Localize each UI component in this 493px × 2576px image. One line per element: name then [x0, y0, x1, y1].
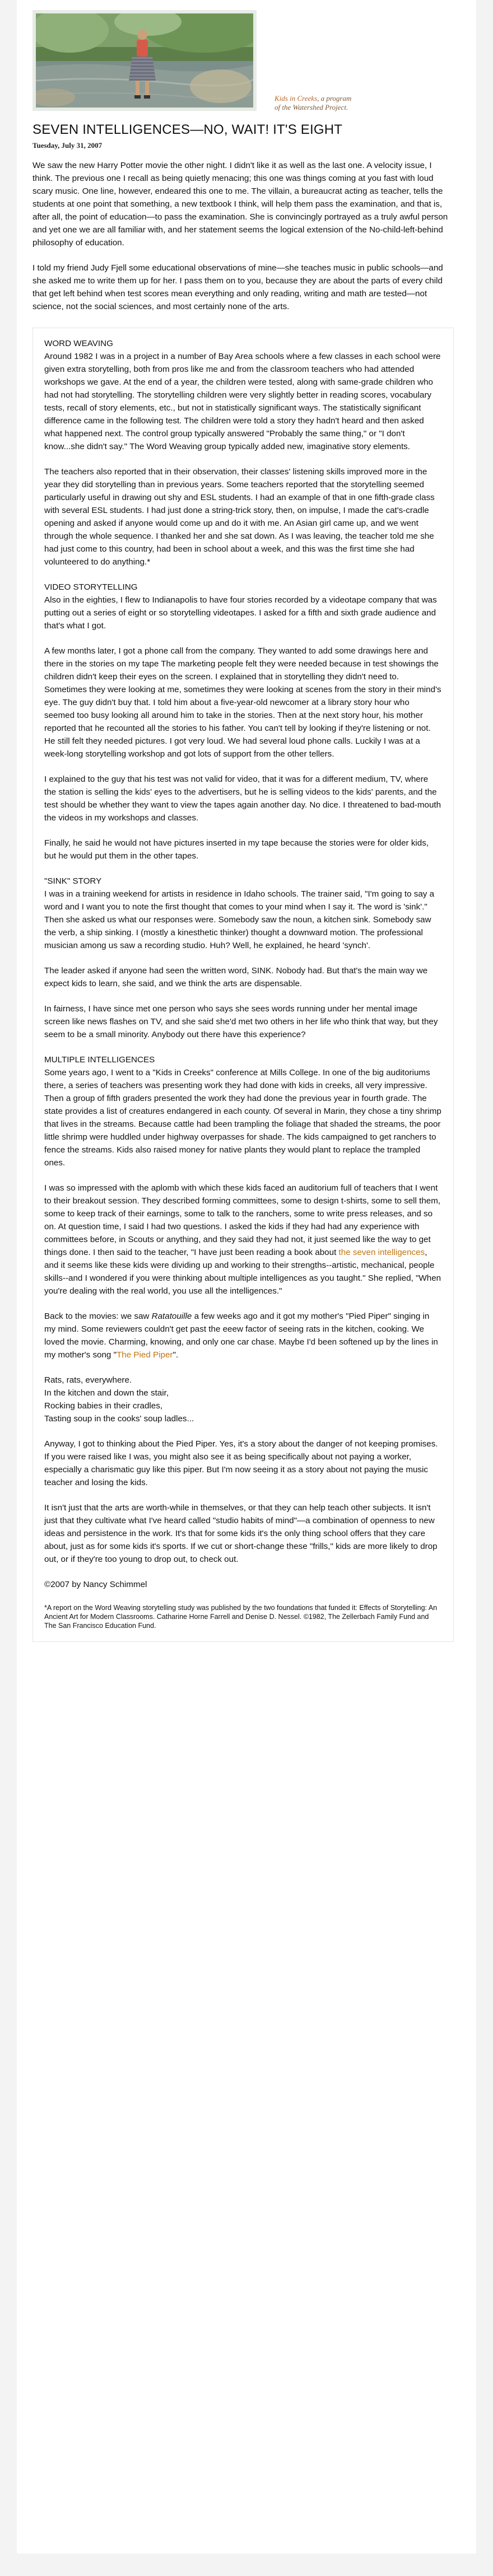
lyric-line: In the kitchen and down the stair, — [44, 1388, 169, 1398]
paragraph-text: a few weeks ago and it got my mother's "Pied Piper" singing in my mind. Some reviewers couldn't get past the eeew factor of seeing rats in the kitchen, cooking. We loved the movie. Charming, knowing, and only one car chase. Maybe I'd been softened up by the lines in my mother's song " — [44, 1312, 438, 1360]
blog-post-page — [17, 0, 476, 2554]
body-paragraph: It isn't just that the arts are worth-while in themselves, or that they can help teach other subjects. It isn't just that they cultivate what I've heard called "studio habits of mind"—a combination of openness to new ideas and persistence in the work. It's that for some kids it's the only thing school offers that they care about, just as for some kids it's sports. If we cut or short-change these "frills," kids are more likely to drop out, or if they're too young to drop out, to check out. — [44, 1503, 438, 1564]
body-paragraph: Also in the eighties, I flew to Indianapolis to have four stories recorded by a videotape company that was putting out a series of eight or so storytelling videotapes. I asked for a fifth and sixth grade audience and that's what I got. — [44, 595, 437, 631]
body-paragraph: The leader asked if anyone had seen the written word, SINK. Nobody had. But that's the main way we expect kids to learn, she said, and we think the arts are dispensable. — [44, 966, 428, 988]
post-title: SEVEN INTELLIGENCES—NO, WAIT! IT'S EIGHT — [32, 122, 343, 137]
pied-piper-link[interactable]: The Pied Piper — [117, 1350, 173, 1360]
body-paragraph: In fairness, I have since met one person who says she sees words running under her mental image screen like news flashes on TV, and she said she'd met two others in her life who think that way, but they seem to be a small minority. Anybody out there have this experience? — [44, 1004, 438, 1039]
paragraph-text: I was so impressed with the aplomb with which these kids faced an auditorium full of teachers that I went to their breakout session. They described forming committees, some to design t-shirts, some to sell them, some to keep track of their earnings, some to talk to the ranchers, some to write press releases, and so on. At question time, I said I had two questions. I asked the kids if they had had any experience with committees before, in Scouts or anything, and they said they had not, it just seemed like the way to get things done. I then said to the teacher, "I have just been reading a book about — [44, 1183, 441, 1257]
caption-rest-1: , a program — [317, 94, 352, 102]
post-intro — [32, 159, 454, 313]
header-row — [17, 0, 476, 112]
intro-paragraph: I told my friend Judy Fjell some educational observations of mine—she teaches music in public schools—and she asked me to write them up for her. I pass them on to you, because they are about the parts of every child that get left behind when test scores mean everything and only reading, writing and math are tested—not science, not the social sciences, and most certainly none of the arts. — [32, 263, 443, 311]
body-paragraph — [44, 1182, 442, 1298]
photo-caption — [275, 94, 351, 112]
creek-photo-illustration — [36, 13, 253, 108]
paragraph-text: , and it seems like these kids were dividing up and working to their strengths--artistic, mechanical, people skills--and I wondered if you were thinking about multiple intelligences as you taught." She replied, "When you're dealing with the real world, you use all the intelligences." — [44, 1248, 441, 1296]
lyric-line: Rocking babies in their cradles, — [44, 1401, 163, 1411]
post-date: Tuesday, July 31, 2007 — [32, 141, 103, 150]
post-body-box — [32, 328, 454, 1642]
body-paragraph: Anyway, I got to thinking about the Pied Piper. Yes, it's a story about the danger of not keeping promises. If you were raised like I was, you might also see it as being specifically about not paying a worker, especially a charismatic guy like this piper. But I'm now seeing it as a story about not paying the music teacher and losing the kids. — [44, 1439, 438, 1487]
body-paragraph: The teachers also reported that in their observation, their classes' listening skills improved more in the year they did storytelling than in previous years. Some teachers reported that the storytelling seemed particularly useful in drawing out shy and ESL students. I had an example of that in one fifth-grade class with several ESL students. I had just done a string-trick story, then, on impulse, I made the cat's-cradle opening and asked if anyone would come up and do it with me. An Asian girl came up, and we went through the whole sequence. I thanked her and she sat down. As I was leaving, the teacher told me she had just come to this country, had been in school about a week, and this was the first time she had volunteered to do anything.* — [44, 467, 435, 567]
caption-brand: Kids in Creeks — [275, 94, 318, 102]
section-heading-word-weaving: WORD WEAVING — [44, 339, 113, 348]
lyric-line: Tasting soup in the cooks' soup ladles... — [44, 1414, 194, 1424]
body-paragraph: I explained to the guy that his test was not valid for video, that it was for a different medium, TV, where the station is selling the kids' eyes to the advertisers, but he is selling videos to the kids' parents, and the test should be whether they want to view the tapes again another day. No dice. I threatened to bad-mouth the videos in my workshops and classes. — [44, 774, 441, 823]
seven-intelligences-link[interactable]: the seven intelligences — [338, 1248, 425, 1257]
body-paragraph: Finally, he said he would not have pictures inserted in my tape because the stories were for older kids, but he would put them in the other tapes. — [44, 838, 429, 861]
paragraph-text: ". — [173, 1350, 179, 1360]
movie-title: Ratatouille — [151, 1312, 192, 1321]
body-paragraph — [44, 1310, 442, 1361]
caption-rest-2: of the Watershed Project. — [275, 103, 348, 111]
footnote: *A report on the Word Weaving storytelling study was published by the two foundations that funded it: Effects of Storytelling: An Ancient Art for Modern Classrooms. Catharine Horne Farrell and Denise D. Nessel. ©1982, The Zellerbach Family Fund and The San Francisco Education Fund. — [44, 1604, 438, 1630]
section-heading-sink-story: "SINK" STORY — [44, 876, 102, 886]
body-paragraph: A few months later, I got a phone call from the company. They wanted to add some drawings here and there in the stories on my tape The marketing people felt they were needed because in test showings the children didn't keep their eyes on the screen. I explained that in storytelling they didn't need to. Sometimes they were looking at me, sometimes they were looking at scenes from the story in their mind's eye. The guy didn't buy that. I told him about a five-year-old newcomer at a library story hour who seemed too busy looking all around him to take in the stories. Then at the next story hour, his mother reported that he recounted all the stories to his father. You can't tell by looking if they're listening or not. He still felt they needed pictures. I got very loud. We had several loud phone calls. Luckily I was at a week-long storytelling workshop and got lots of support from the other tellers. — [44, 646, 441, 759]
paragraph-text: Back to the movies: we saw — [44, 1312, 152, 1321]
song-lyrics — [44, 1374, 442, 1425]
intro-paragraph: We saw the new Harry Potter movie the other night. I didn't like it as well as the last one. A velocity issue, I think. The previous one I recall as being quietly menacing; this one was things coming at you fast with loud scary music. One line, however, endeared this one to me. The villain, a bureaucrat acting as teacher, tells the students at one point that something, a new textbook I think, will help them pass the examination, and that is, after all, the point of education—to pass the examination. She is convincingly portrayed as a truly awful person and yet one we are all familiar with, and her statement seems the logical extension of the No-child-left-behind philosophy of education. — [32, 161, 448, 248]
section-heading-multiple-intelligences: MULTIPLE INTELLIGENCES — [44, 1055, 155, 1065]
section-heading-video-storytelling: VIDEO STORYTELLING — [44, 582, 138, 592]
copyright-line: ©2007 by Nancy Schimmel — [44, 1580, 147, 1589]
body-paragraph: Around 1982 I was in a project in a number of Bay Area schools where a few classes in each school were given extra storytelling, both from pros like me and from the classroom teachers who had attended workshops we gave. At the end of a year, the children were tested, along with same-grade children who had not had storytelling. The storytelling children were very slightly better in reading scores, vocabulary tests, recall of story elements, etc., but not in statistically significant ways. The statistically significant difference came in the following test. The children were told a story they hadn't heard and then asked what happened next. The control group typically answered "Probably the same thing," or "I don't know...she didn't say." The Word Weaving group typically added new, imaginative story elements. — [44, 352, 441, 451]
hero-photo — [32, 10, 257, 111]
lyric-line: Rats, rats, everywhere. — [44, 1375, 132, 1385]
body-paragraph: Some years ago, I went to a "Kids in Creeks" conference at Mills College. In one of the big auditoriums there, a series of teachers was presenting work they had done with kids in creeks, all very impressive. Then a group of fifth graders presented the work they had done the previous year in fourth grade. The state provides a list of creatures endangered in each county. Of several in Marin, they chose a tiny shrimp that lives in the streams. Because cattle had been trampling the foliage that shaded the streams, the poor little shrimp were huddled under highway overpasses for shade. The kids campaigned to get ranchers to fence the streams. Kids also raised money for native plants they would plant to replace the trampled ones. — [44, 1068, 441, 1168]
body-paragraph: I was in a training weekend for artists in residence in Idaho schools. The trainer said, "I'm going to say a word and I want you to note the first thought that comes to your mind when I say it. The word is 'sink'." Then she asked us what our responses were. Somebody saw the noun, a kitchen sink. Somebody saw the verb, a ship sinking. I (mostly a kinesthetic thinker) thought a downward motion. The professional musician among us saw a recording studio. Huh? Well, he explained, he heard 'synch'. — [44, 889, 435, 950]
